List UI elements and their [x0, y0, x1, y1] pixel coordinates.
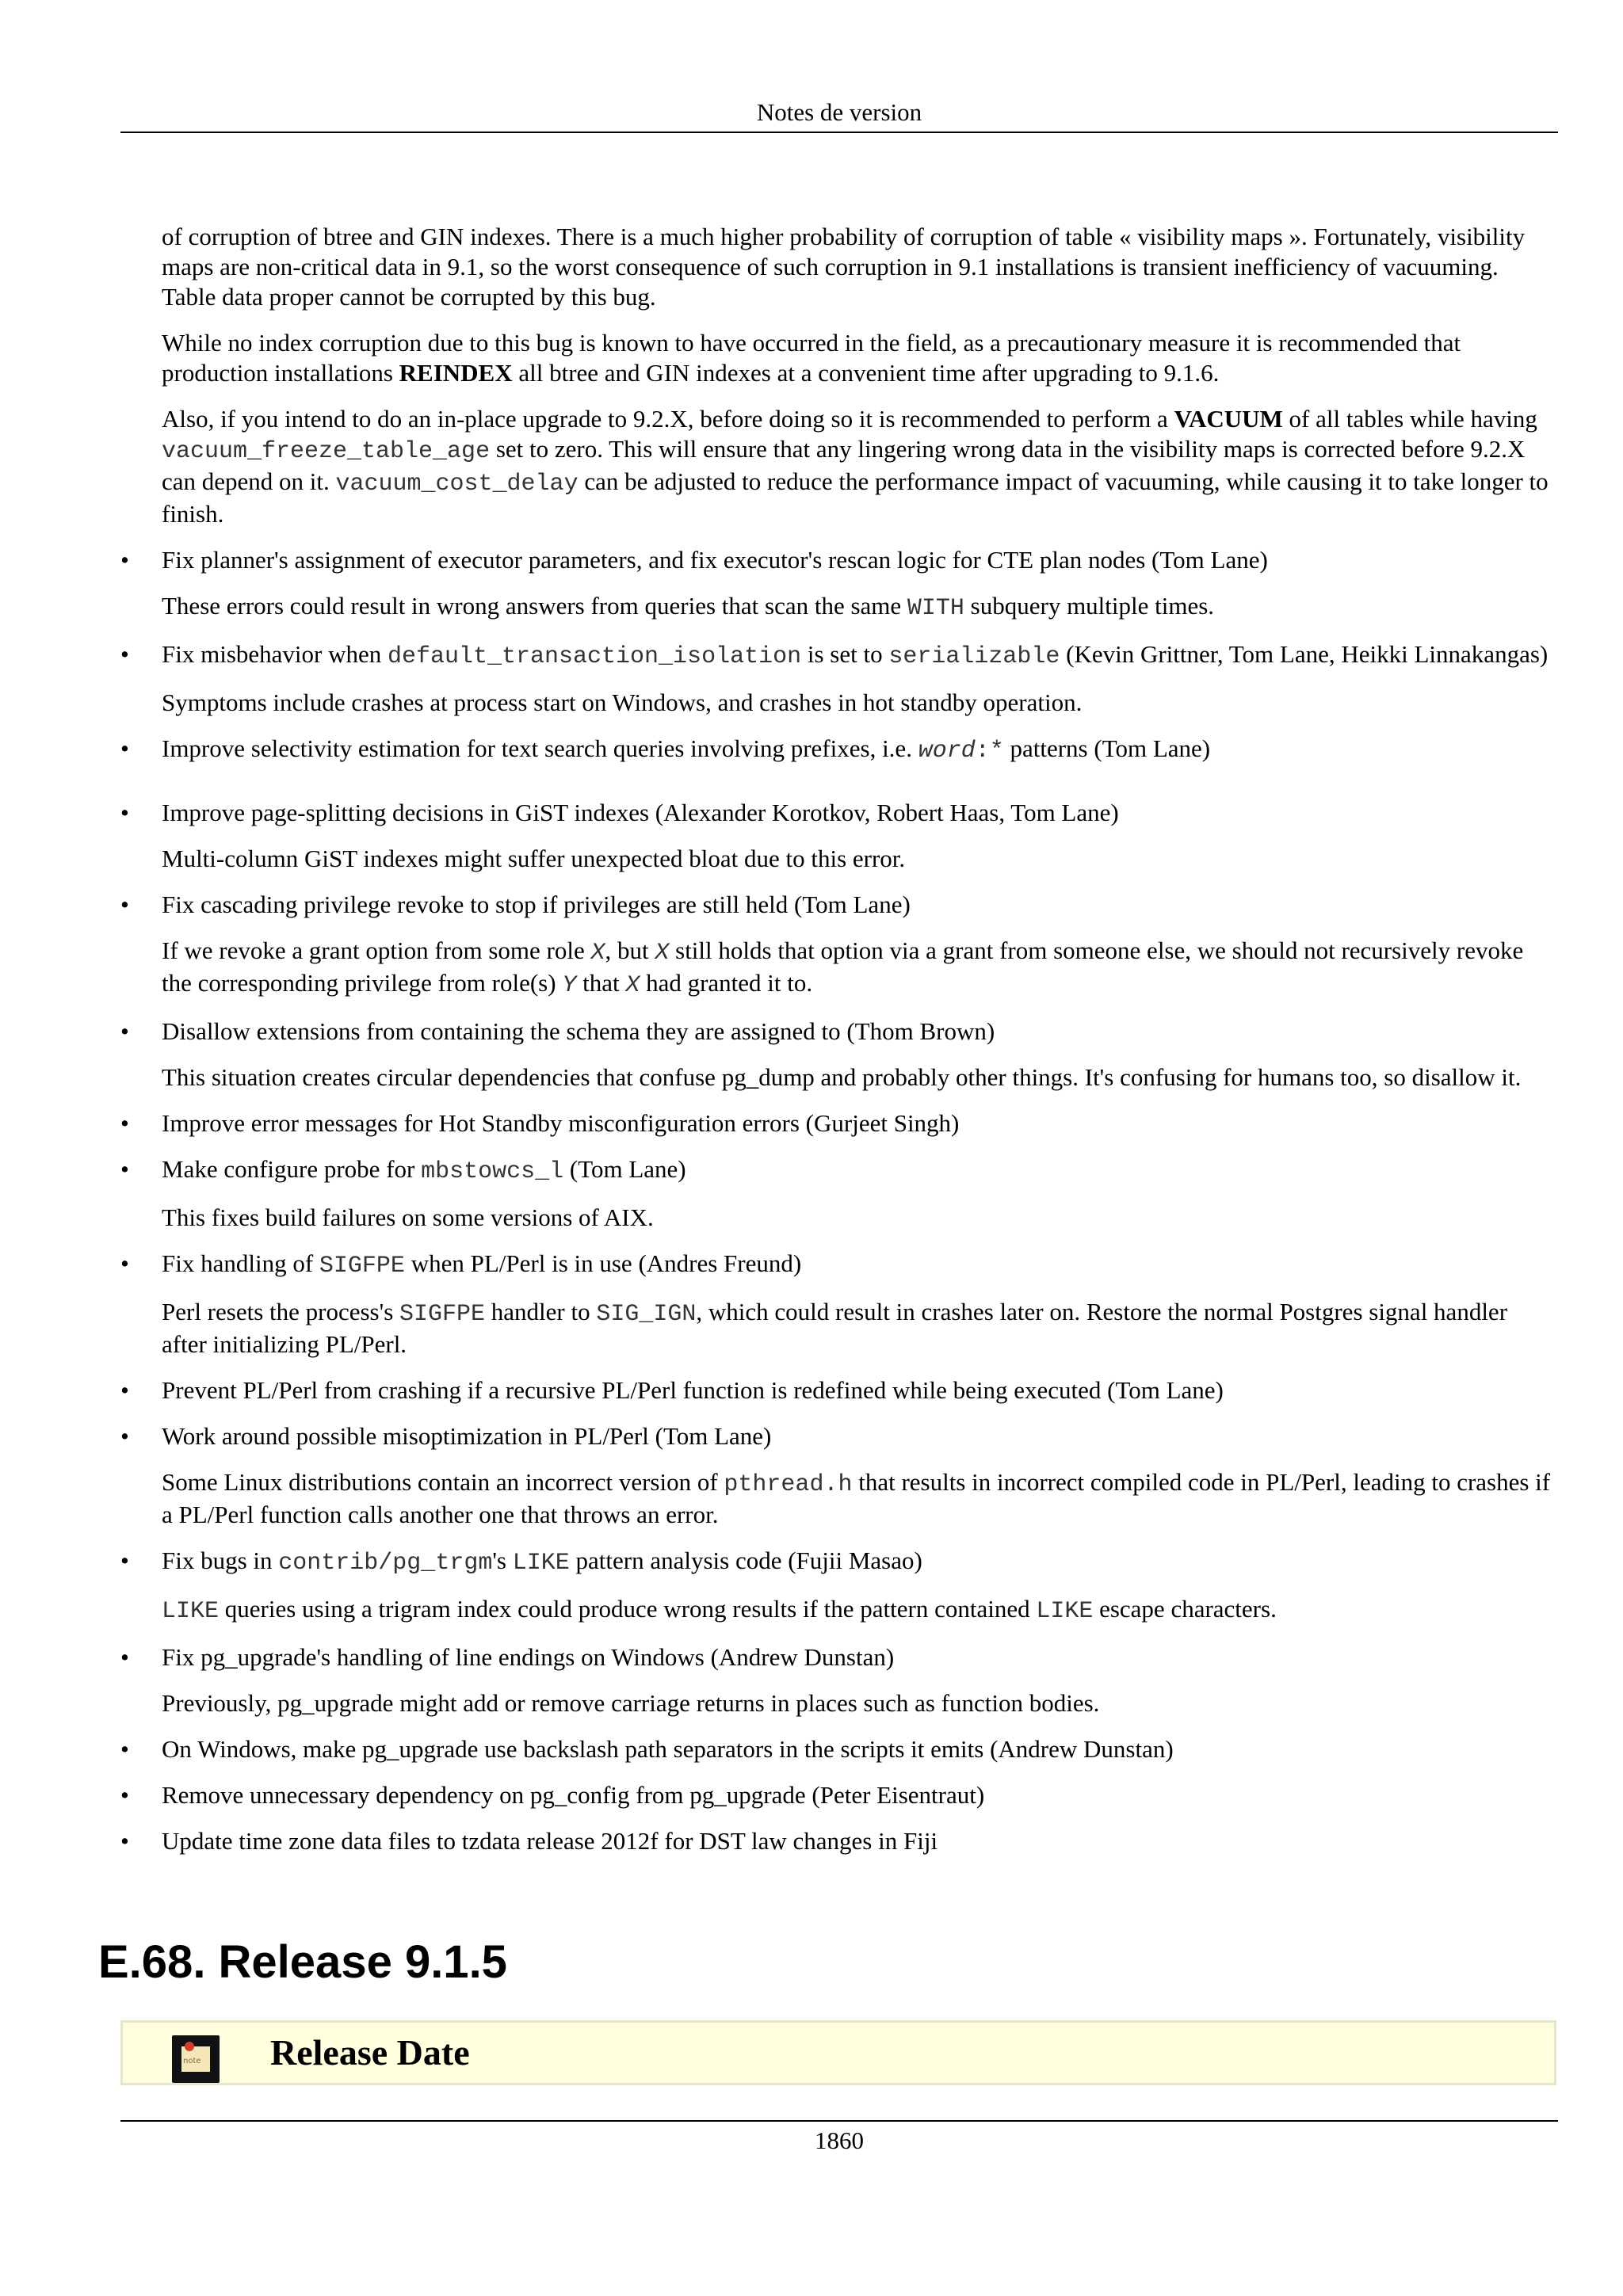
- text-run: when PL/Perl is in use (Andres Freund): [404, 1249, 802, 1277]
- code-mbstowcs-l: mbstowcs_l: [421, 1158, 564, 1185]
- bullet: •: [120, 734, 129, 762]
- list-item: [120, 1546, 1558, 1627]
- code-serializable: serializable: [888, 643, 1060, 670]
- code-default-transaction-isolation: default_transaction_isolation: [388, 643, 802, 670]
- text-run: (Kevin Grittner, Tom Lane, Heikki Linnakangas): [1060, 640, 1549, 668]
- text-run: still holds that option via a grant from someone else, we should not recursively revoke the corresponding privilege from role(s): [162, 936, 1524, 997]
- item-detail: [162, 1594, 1558, 1627]
- text-run: These errors could result in wrong answers from queries that scan the same: [162, 592, 907, 620]
- item-text: [162, 1249, 1558, 1281]
- text-run: 's: [492, 1547, 513, 1574]
- item-text: Work around possible misoptimization in PL/Perl (Tom Lane): [162, 1422, 772, 1450]
- item-text: Update time zone data files to tzdata release 2012f for DST law changes in Fiji: [162, 1827, 938, 1855]
- bullet: •: [120, 1735, 129, 1763]
- command-vacuum: VACUUM: [1174, 405, 1283, 433]
- code-vacuum-freeze-table-age: vacuum_freeze_table_age: [162, 438, 491, 465]
- intro-paragraph-2: [162, 328, 1558, 388]
- text-run: of all tables while having: [1282, 405, 1537, 433]
- code-vacuum-cost-delay: vacuum_cost_delay: [335, 471, 579, 498]
- item-text: Fix pg_upgrade's handling of line endings on Windows (Andrew Dunstan): [162, 1643, 895, 1671]
- text-run: is set to: [801, 640, 889, 668]
- release-date-note: [120, 2020, 1556, 2085]
- list-item: [120, 639, 1558, 718]
- item-text: Fix planner's assignment of executor parameters, and fix executor's rescan logic for CTE plan nodes (Tom Lane): [162, 546, 1268, 574]
- intro-paragraph-1: of corruption of btree and GIN indexes. There is a much higher probability of corruption of table « visibility maps ». Fortunately, visibility maps are non-critical data in 9.1, so the worst consequence of such corruption in 9.1 installations is transient inefficiency of vacuuming. Table data proper cannot be corrupted by this bug.: [162, 223, 1526, 311]
- change-list: [120, 545, 1558, 1856]
- item-detail: Symptoms include crashes at process start on Windows, and crashes in hot standby operation.: [162, 688, 1083, 716]
- text-run: that: [576, 969, 626, 997]
- command-reindex: REINDEX: [399, 359, 513, 387]
- text-run: handler to: [485, 1298, 597, 1325]
- page-header: [120, 93, 1558, 133]
- header-title: Notes de version: [756, 98, 922, 126]
- list-item: [120, 1016, 1558, 1093]
- list-item: [120, 1826, 1558, 1856]
- text-run: set to zero. This will ensure that any lingering wrong data in the visibility maps is corrected before 9.2.X can depend on it.: [162, 435, 1526, 495]
- item-detail: [162, 591, 1558, 624]
- code-with: WITH: [907, 595, 964, 622]
- text-run: can be adjusted to reduce the performance impact of vacuuming, while causing it to take longer to finish.: [162, 467, 1549, 528]
- item-detail: Multi-column GiST indexes might suffer unexpected bloat due to this error.: [162, 845, 906, 872]
- item-text: Improve page-splitting decisions in GiST indexes (Alexander Korotkov, Robert Haas, Tom Lane): [162, 799, 1119, 826]
- text-run: Fix bugs in: [162, 1547, 279, 1574]
- note-icon: [172, 2035, 220, 2083]
- text-run: all btree and GIN indexes at a convenient time after upgrading to 9.1.6.: [512, 359, 1220, 387]
- item-detail: Previously, pg_upgrade might add or remove carriage returns in places such as function bodies.: [162, 1689, 1100, 1717]
- code-like: LIKE: [1036, 1598, 1094, 1625]
- text-run: patterns (Tom Lane): [1003, 734, 1211, 762]
- code-like: LIKE: [512, 1550, 570, 1577]
- code-like: LIKE: [162, 1598, 220, 1625]
- note-title: Release Date: [270, 2032, 470, 2073]
- text-run: escape characters.: [1093, 1595, 1277, 1623]
- list-item: [120, 1421, 1558, 1530]
- code-role-x: X: [590, 940, 605, 967]
- text-run: Fix misbehavior when: [162, 640, 388, 668]
- bullet: •: [120, 1249, 129, 1277]
- code-sigfpe: SIGFPE: [399, 1301, 486, 1328]
- code-word: word: [918, 738, 976, 765]
- bullet: •: [120, 1155, 129, 1183]
- text-run: pattern analysis code (Fujii Masao): [569, 1547, 922, 1574]
- code-role-x: X: [655, 940, 670, 967]
- item-detail: [162, 936, 1558, 1001]
- list-item: [120, 1249, 1558, 1360]
- item-text: Disallow extensions from containing the schema they are assigned to (Thom Brown): [162, 1017, 995, 1045]
- text-run: that results in incorrect compiled code in PL/Perl, leading to crashes if a PL/Perl function calls another one that throws an error.: [162, 1468, 1551, 1528]
- item-detail: [162, 1467, 1558, 1530]
- note-icon-label: note: [183, 2057, 201, 2065]
- item-text: [162, 639, 1558, 672]
- bullet: •: [120, 1017, 129, 1045]
- item-detail: This situation creates circular dependencies that confuse pg_dump and probably other things. It's confusing for humans too, so disallow it.: [162, 1063, 1522, 1091]
- note-pin: [185, 2042, 194, 2051]
- item-text: Prevent PL/Perl from crashing if a recursive PL/Perl function is redefined while being executed (Tom Lane): [162, 1376, 1224, 1404]
- list-item: [120, 545, 1558, 624]
- code-sigfpe: SIGFPE: [319, 1253, 405, 1280]
- list-item: [120, 1375, 1558, 1405]
- code-pthread-h: pthread.h: [724, 1471, 853, 1498]
- page-footer: [120, 2120, 1558, 2160]
- section-title: E.68. Release 9.1.5: [98, 1936, 507, 1988]
- text-run: subquery multiple times.: [964, 592, 1215, 620]
- list-item: [120, 1780, 1558, 1810]
- text-run: If we revoke a grant option from some role: [162, 936, 591, 964]
- bullet: •: [120, 1547, 129, 1574]
- code-contrib-pg-trgm: contrib/pg_trgm: [278, 1550, 493, 1577]
- bullet: •: [120, 1376, 129, 1404]
- list-item: [120, 1154, 1558, 1233]
- text-run: Make configure probe for: [162, 1155, 422, 1183]
- text-run: Improve selectivity estimation for text search queries involving prefixes, i.e.: [162, 734, 918, 762]
- list-item: [120, 798, 1558, 874]
- text-run: (Tom Lane): [563, 1155, 686, 1183]
- item-text: [162, 1154, 1558, 1187]
- text-run: Fix handling of: [162, 1249, 319, 1277]
- intro-paragraph-3: [162, 404, 1558, 529]
- bullet: •: [120, 891, 129, 918]
- code-sig-ign: SIG_IGN: [596, 1301, 697, 1328]
- list-item: [120, 890, 1558, 1001]
- item-text: On Windows, make pg_upgrade use backslash path separators in the scripts it emits (Andrew Dunstan): [162, 1735, 1174, 1763]
- text-run: , but: [605, 936, 655, 964]
- list-item: [120, 1108, 1558, 1138]
- page-number: 1860: [815, 2126, 864, 2154]
- code-role-y: Y: [562, 972, 577, 999]
- list-item: [120, 1734, 1558, 1764]
- item-text: [162, 734, 1558, 766]
- item-detail: [162, 1297, 1558, 1360]
- bullet: •: [120, 1643, 129, 1671]
- text-run: While no index corruption due to this bug is known to have occurred in the field, as a precautionary measure it is recommended that production installations: [162, 329, 1461, 387]
- item-text: Remove unnecessary dependency on pg_config from pg_upgrade (Peter Eisentraut): [162, 1781, 985, 1809]
- page-content: [120, 222, 1558, 1872]
- bullet: •: [120, 1827, 129, 1855]
- text-run: queries using a trigram index could produce wrong results if the pattern contained: [219, 1595, 1037, 1623]
- bullet: •: [120, 546, 129, 574]
- item-text: Fix cascading privilege revoke to stop if privileges are still held (Tom Lane): [162, 891, 911, 918]
- text-run: had granted it to.: [640, 969, 813, 997]
- text-run: Also, if you intend to do an in-place upgrade to 9.2.X, before doing so it is recommended to perform a: [162, 405, 1174, 433]
- list-item: [120, 1642, 1558, 1718]
- text-run: Some Linux distributions contain an incorrect version of: [162, 1468, 724, 1496]
- text-run: , which could result in crashes later on. Restore the normal Postgres signal handler after initializing PL/Perl.: [162, 1298, 1508, 1358]
- code-prefix-pattern: :*: [975, 738, 1004, 765]
- item-text: Improve error messages for Hot Standby misconfiguration errors (Gurjeet Singh): [162, 1109, 960, 1137]
- bullet: •: [120, 1109, 129, 1137]
- text-run: Perl resets the process's: [162, 1298, 400, 1325]
- item-detail: This fixes build failures on some versions of AIX.: [162, 1203, 654, 1231]
- bullet: •: [120, 1781, 129, 1809]
- bullet: •: [120, 640, 129, 668]
- bullet: •: [120, 799, 129, 826]
- item-text: [162, 1546, 1558, 1578]
- bullet: •: [120, 1422, 129, 1450]
- list-item: [120, 734, 1558, 766]
- code-role-x: X: [625, 972, 640, 999]
